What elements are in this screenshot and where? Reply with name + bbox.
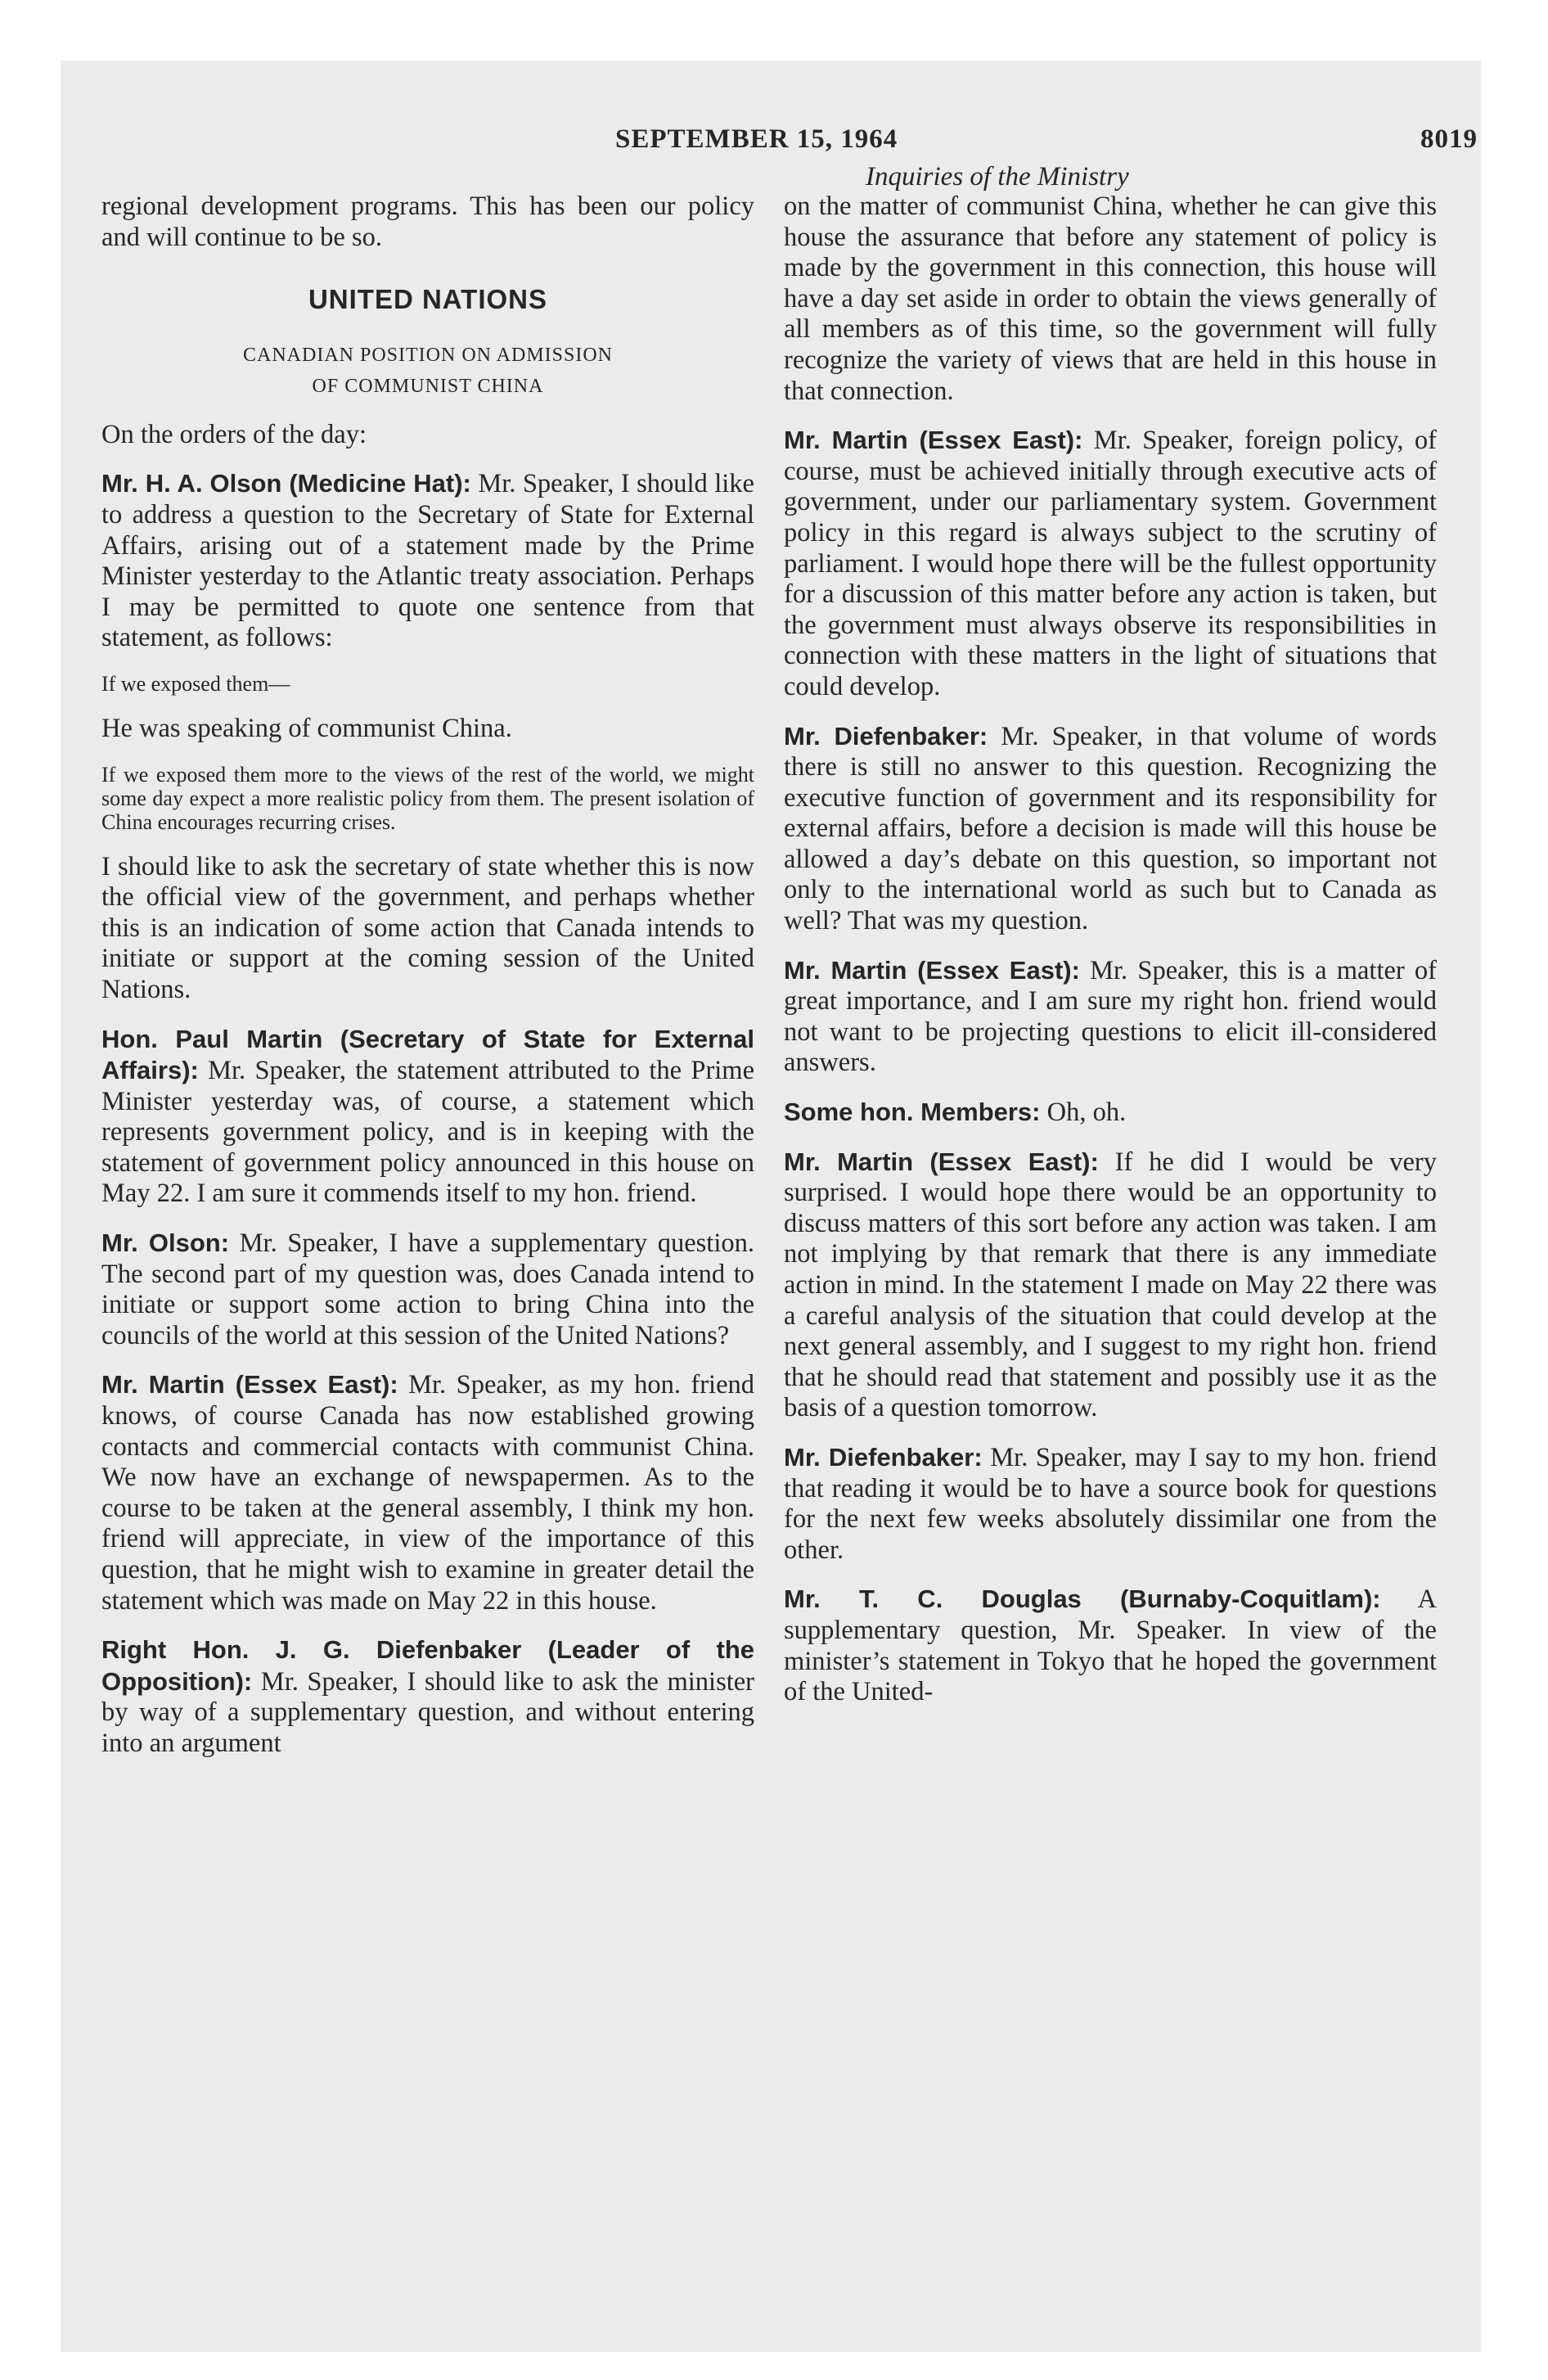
subsection-title (101, 340, 754, 402)
speech-text: Mr. Speaker, the statement attributed to the Prime Minister yesterday was, of course, a statement which represents government policy, and is in keeping with the statement of government policy announced in this house on May 22. I am sure it commends itself to my hon. friend. (101, 1056, 754, 1209)
paragraph: He was speaking of communist China. (101, 713, 512, 743)
speech (784, 1097, 1437, 1129)
speaker-name: Some hon. Members: (784, 1098, 1041, 1127)
speaker-name: Hon. Paul Martin (Secretary of State for External Affairs): (101, 1024, 754, 1085)
speaker-name: Mr. Diefenbaker: (784, 1442, 983, 1472)
quotation: If we exposed them more to the views of the rest of the world, we might some day expect a more realistic policy from them. The present isolation of China encourages recurring crises. (101, 762, 754, 834)
page-number: 8019 (1420, 124, 1478, 154)
speech (101, 468, 754, 654)
speaker-name: Mr. Olson: (101, 1228, 230, 1258)
speech-text: A supplementary question, Mr. Speaker. In view of the minister’s statement in Tokyo that he hoped the government of the United- (784, 1584, 1437, 1707)
speech-text: Mr. Speaker, foreign policy, of course, must be achieved initially through executive acts of government, under our parliamentary system. Government policy in this regard is always subject to the scrutiny of parliament. I would hope there will be the fullest opportunity for a discussion of this matter before any action is taken, but the government must always observe its responsibilities in connection with these matters in the light of situations that could develop. (784, 426, 1437, 701)
quotation: If we exposed them— (101, 671, 290, 696)
speech-text: Mr. Speaker, this is a matter of great importance, and I am sure my right hon. friend would not want to be projecting questions to elicit ill-considered answers. (784, 955, 1437, 1078)
speech (101, 1634, 754, 1759)
running-head: Inquiries of the Ministry (866, 162, 1129, 192)
section-title: UNITED NATIONS (308, 284, 548, 315)
speech (101, 1369, 754, 1616)
speech (101, 1228, 754, 1351)
speech (784, 721, 1437, 937)
speech-text: Mr. Speaker, I should like to ask the minister by way of a supplementary question, and without entering into an argument (101, 1666, 754, 1758)
speech (784, 1147, 1437, 1424)
speech-text: Mr. Speaker, I have a supplementary question. The second part of my question was, does Canada intend to initiate or support some action to bring China into the councils of the world at this session of the United Nations? (101, 1228, 754, 1350)
orders-of-day: On the orders of the day: (101, 419, 367, 449)
speaker-name: Mr. Martin (Essex East): (784, 955, 1080, 985)
speaker-name: Mr. T. C. Douglas (Burnaby-Coquitlam): (784, 1584, 1381, 1614)
speaker-name: Mr. Diefenbaker: (784, 721, 988, 751)
speech-text: Mr. Speaker, I should like to address a question to the Secretary of State for External Affairs, arising out of a statement made by the Prime Minister yesterday to the Atlantic treaty association. Perhaps I may be permitted to quote one sentence from that statement, as follows: (101, 469, 754, 653)
speech-text: If he did I would be very surprised. I would hope there would be an opportunity to discuss matters of this sort before any action was taken. I am not implying by that remark that there is any immediate action in mind. In the statement I made on May 22 there was a careful analysis of the situation that could develop at the next general assembly, and I suggest to my right hon. friend that he should read that statement and possibly use it as the basis of a question tomorrow. (784, 1147, 1437, 1423)
speech-text: Mr. Speaker, in that volume of words there is still no answer to this question. Recognizing the executive function of government and its responsibility for external affairs, before a decision is made will this house be allowed a day’s debate on this question, so important not only to the international world as such but to Canada as well? That was my question. (784, 721, 1437, 936)
speech (784, 425, 1437, 702)
speech-text: Oh, oh. (1040, 1098, 1127, 1128)
speech (784, 955, 1437, 1079)
speech (784, 1584, 1437, 1707)
subsection-title-line: OF COMMUNIST CHINA (312, 375, 544, 397)
speaker-name: Mr. Martin (Essex East): (784, 1147, 1099, 1176)
speech-text: Mr. Speaker, as my hon. friend knows, of course Canada has now established growing contacts and commercial contacts with communist China. We now have an exchange of newspapermen. As to the course to be taken at the general assembly, I think my hon. friend will appreciate, in view of the importance of this question, that he might wish to examine in greater detail the statement which was made on May 22 in this house. (101, 1370, 754, 1616)
speaker-name: Right Hon. J. G. Diefenbaker (Leader of the Opposition): (101, 1635, 754, 1696)
subsection-title-line: CANADIAN POSITION ON ADMISSION (242, 344, 613, 366)
right-column (784, 192, 1437, 1726)
speaker-name: Mr. Martin (Essex East): (101, 1370, 398, 1400)
speaker-name: Mr. Martin (Essex East): (784, 426, 1083, 455)
speech (784, 1442, 1437, 1566)
paragraph: I should like to ask the secretary of state whether this is now the official view of the government, and perhaps whether this is an indication of some action that Canada intends to initiate or support at the coming session of the United Nations. (101, 851, 754, 1004)
left-column (101, 192, 754, 1778)
speech-text: Mr. Speaker, may I say to my hon. friend that reading it would be to have a source book for questions for the next few weeks absolutely dissimilar one from the other. (784, 1442, 1437, 1565)
header-date: SEPTEMBER 15, 1964 (615, 124, 898, 154)
paragraph: on the matter of communist China, whether he can give this house the assurance that before any statement of policy is made by the government in this connection, this house will have a day set aside in order to obtain the views generally of all members as of this time, so the government will fully recognize the variety of views that are held in this house in that connection. (784, 192, 1437, 406)
speech (101, 1024, 754, 1210)
speaker-name: Mr. H. A. Olson (Medicine Hat): (101, 469, 471, 498)
paragraph: regional development programs. This has been our policy and will continue to be so. (101, 192, 754, 252)
